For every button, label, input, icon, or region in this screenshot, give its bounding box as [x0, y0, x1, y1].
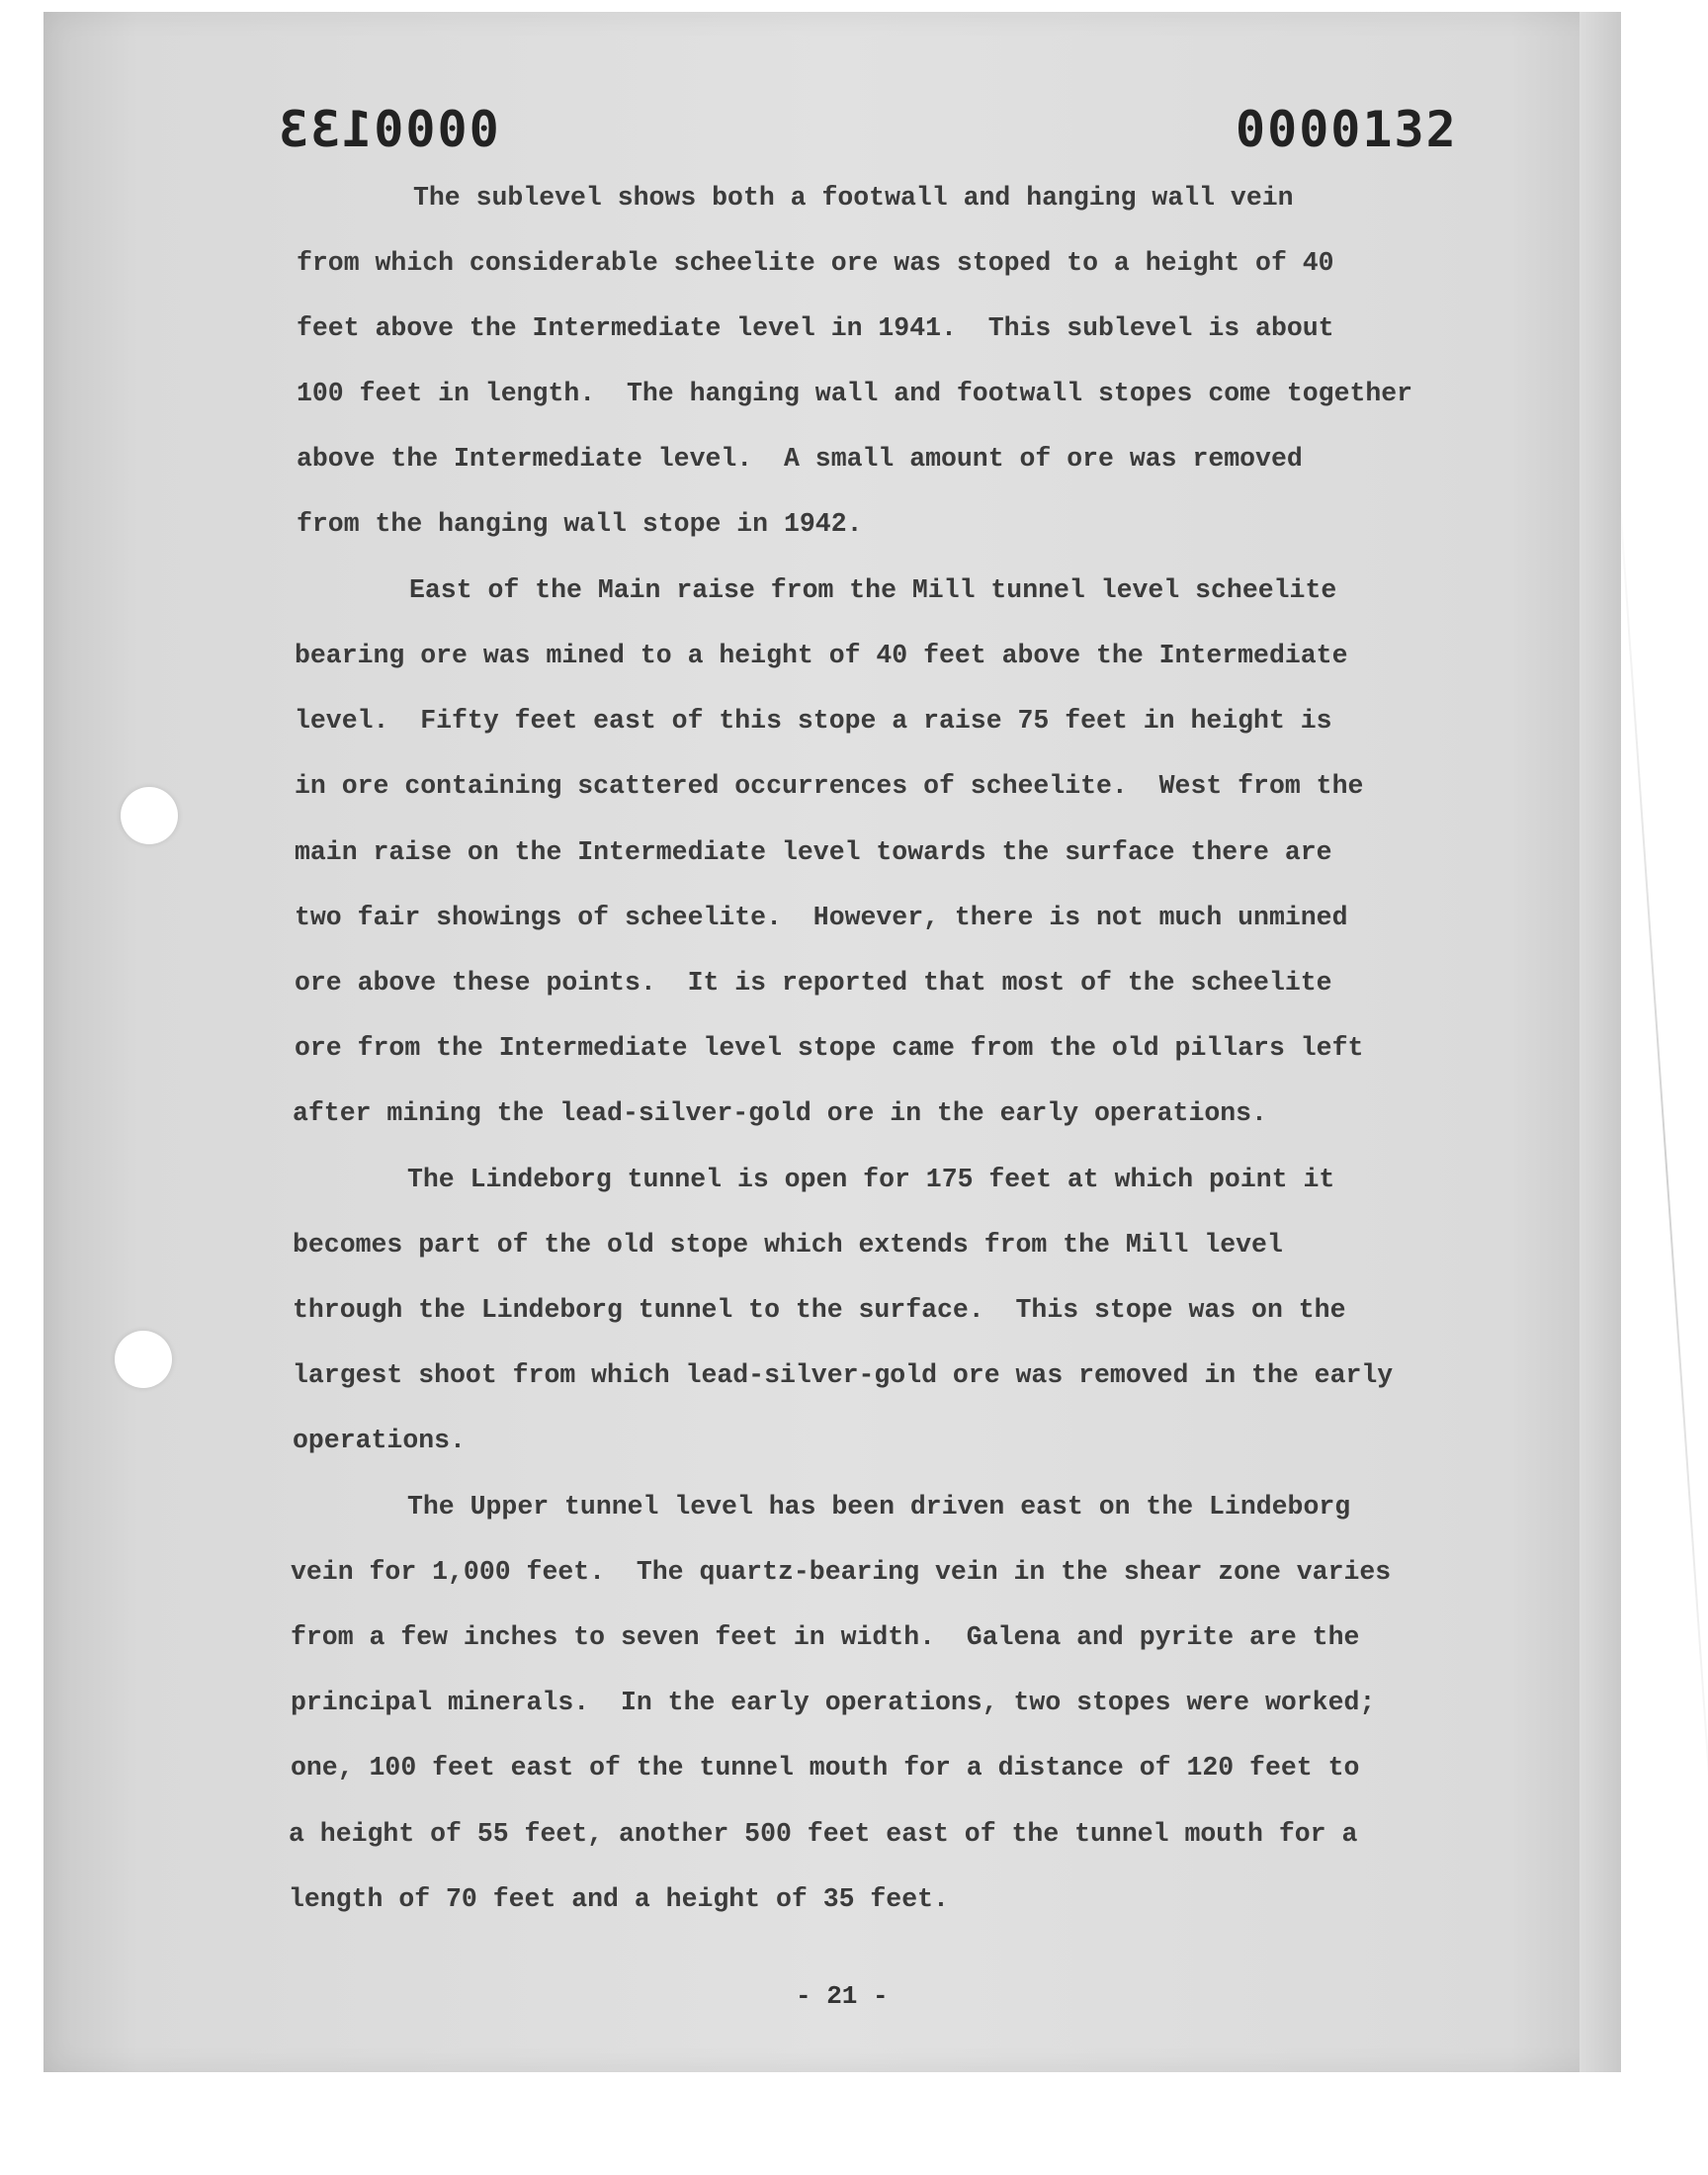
text-line: main raise on the Intermediate level towards the surface there are [295, 837, 1332, 867]
page-edge-shadow [1580, 12, 1621, 2072]
paper-fold-line [1617, 475, 1708, 1856]
text-line: The Lindeborg tunnel is open for 175 feet at which point it [407, 1165, 1335, 1194]
text-line: two fair showings of scheelite. However, there is not much unmined [295, 903, 1348, 932]
text-line: in ore containing scattered occurrences of scheelite. West from the [295, 771, 1364, 801]
text-line: largest shoot from which lead-silver-gold ore was removed in the early [293, 1360, 1394, 1390]
text-line: after mining the lead-silver-gold ore in the early operations. [293, 1098, 1267, 1128]
text-line: The Upper tunnel level has been driven east on the Lindeborg [407, 1492, 1351, 1522]
text-line: principal minerals. In the early operations, two stopes were worked; [291, 1688, 1376, 1717]
text-line: bearing ore was mined to a height of 40 feet above the Intermediate [295, 641, 1348, 670]
text-line: level. Fifty feet east of this stope a raise 75 feet in height is [295, 706, 1332, 736]
text-line: above the Intermediate level. A small amount of ore was removed [297, 444, 1303, 474]
text-line: vein for 1,000 feet. The quartz-bearing vein in the shear zone varies [291, 1557, 1392, 1587]
text-line: becomes part of the old stope which extends from the Mill level [293, 1230, 1283, 1260]
page-number: - 21 - [796, 1981, 889, 2011]
text-line: ore from the Intermediate level stope came from the old pillars left [295, 1033, 1364, 1063]
punch-hole-lower [115, 1331, 172, 1388]
text-line: East of the Main raise from the Mill tunnel level scheelite [409, 575, 1337, 605]
text-line: one, 100 feet east of the tunnel mouth for a distance of 120 feet to [291, 1753, 1360, 1783]
text-line: length of 70 feet and a height of 35 feet. [289, 1884, 949, 1914]
text-line: feet above the Intermediate level in 1941. This sublevel is about [297, 313, 1334, 343]
text-line: a height of 55 feet, another 500 feet east of the tunnel mouth for a [289, 1819, 1358, 1849]
text-line: through the Lindeborg tunnel to the surface. This stope was on the [293, 1295, 1346, 1325]
text-line: from the hanging wall stope in 1942. [297, 509, 863, 539]
punch-hole-upper [121, 787, 178, 844]
text-line: ore above these points. It is reported that most of the scheelite [295, 968, 1332, 998]
text-line: 100 feet in length. The hanging wall and footwall stopes come together [297, 379, 1413, 408]
document-number-stamp: 0000132 [1236, 101, 1458, 158]
text-line: operations. [293, 1426, 466, 1455]
text-line: from a few inches to seven feet in width. Galena and pyrite are the [291, 1622, 1360, 1652]
text-line: from which considerable scheelite ore was stoped to a height of 40 [297, 248, 1334, 278]
document-number-stamp-mirrored: 0000133 [277, 101, 499, 158]
text-line: The sublevel shows both a footwall and hanging wall vein [413, 183, 1294, 213]
